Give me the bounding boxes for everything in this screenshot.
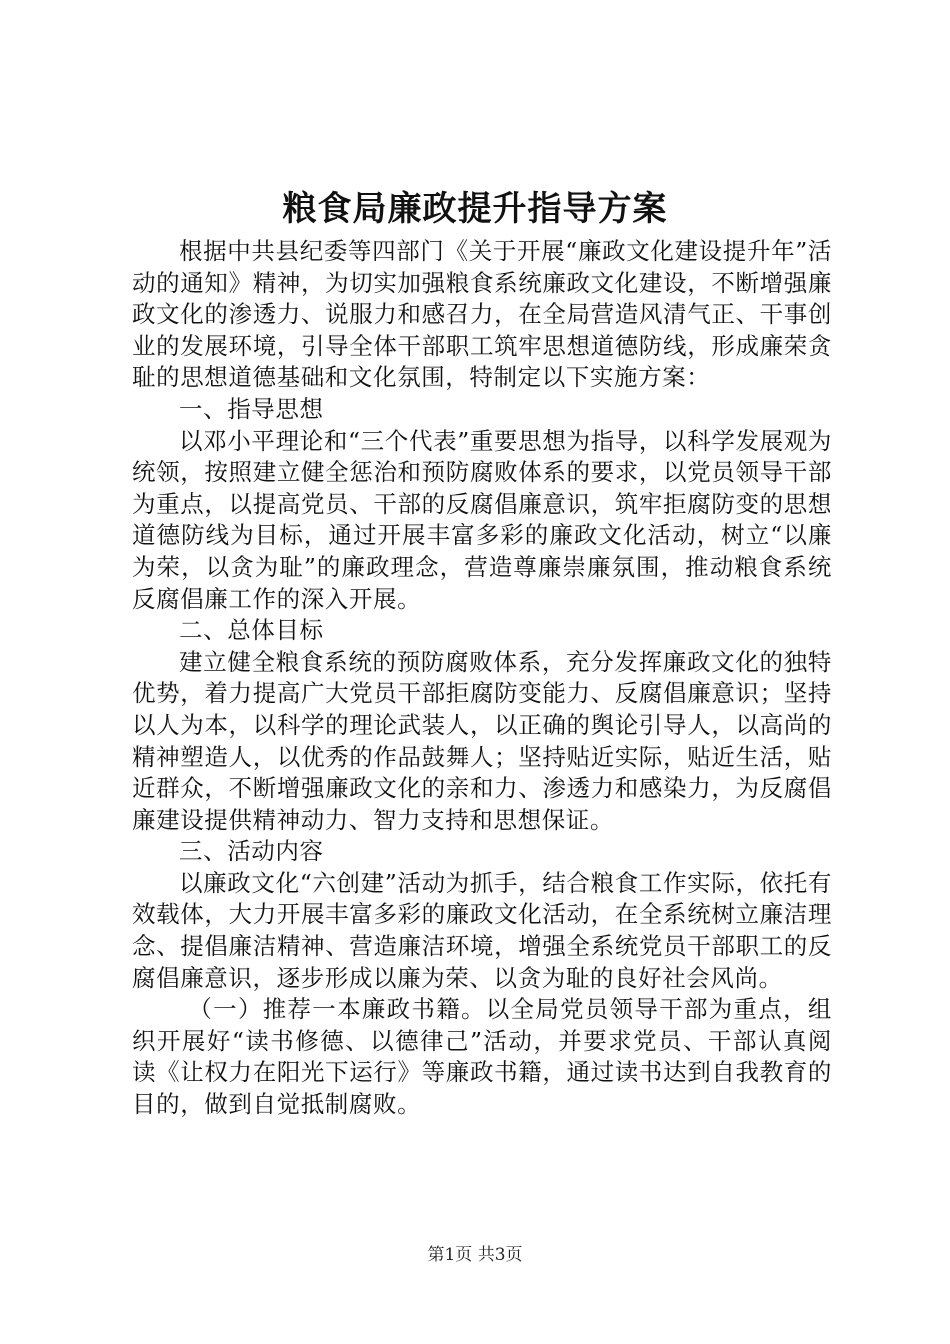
activity-content-paragraph: 以廉政文化“六创建”活动为抓手，结合粮食工作实际，依托有效载体，大力开展丰富多彩的廉政文化活动，在全系统树立廉洁理念、提倡廉洁精神、营造廉洁环境，增强全系统党员干部职工的反腐倡廉意识，逐步形成以廉为荣、以贪为耻的良好社会风尚。 (132, 868, 832, 992)
page-footer: 第1页 共3页 (427, 1245, 523, 1265)
subsection-recommend-book: （一）推荐一本廉政书籍。以全局党员领导干部为重点，组织开展好“读书修德、以德律己”活动，并要求党员、干部认真阅读《让权力在阳光下运行》等廉政书籍，通过读书达到自我教育的目的，做到自觉抵制腐败。 (132, 995, 832, 1119)
section-heading-activity-content: 三、活动内容 (179, 837, 324, 866)
guiding-thought-paragraph: 以邓小平理论和“三个代表”重要思想为指导，以科学发展观为统领，按照建立健全惩治和预防腐败体系的要求，以党员领导干部为重点，以提高党员、干部的反腐倡廉意识，筑牢拒腐防变的思想道德防线为目标，通过开展丰富多彩的廉政文化活动，树立“以廉为荣，以贪为耻”的廉政理念，营造尊廉崇廉氛围，推动粮食系统反腐倡廉工作的深入开展。 (132, 426, 832, 613)
document-title: 粮食局廉政提升指导方案 (282, 189, 668, 229)
section-heading-overall-goal: 二、总体目标 (179, 616, 324, 645)
intro-paragraph: 根据中共县纪委等四部门《关于开展“廉政文化建设提升年”活动的通知》精神，为切实加强粮食系统廉政文化建设，不断增强廉政文化的渗透力、说服力和感召力，在全局营造风清气正、干事创业的发展环境，引导全体干部职工筑牢思想道德防线，形成廉荣贪耻的思想道德基础和文化氛围，特制定以下实施方案： (132, 237, 832, 392)
section-heading-guiding-thought: 一、指导思想 (179, 394, 324, 423)
document-body (132, 236, 832, 1121)
overall-goal-paragraph: 建立健全粮食系统的预防腐败体系，充分发挥廉政文化的独特优势，着力提高广大党员干部拒腐防变能力、反腐倡廉意识；坚持以人为本，以科学的理论武装人，以正确的舆论引导人，以高尚的精神塑造人，以优秀的作品鼓舞人；坚持贴近实际，贴近生活，贴近群众，不断增强廉政文化的亲和力、渗透力和感染力，为反腐倡廉建设提供精神动力、智力支持和思想保证。 (132, 647, 832, 834)
